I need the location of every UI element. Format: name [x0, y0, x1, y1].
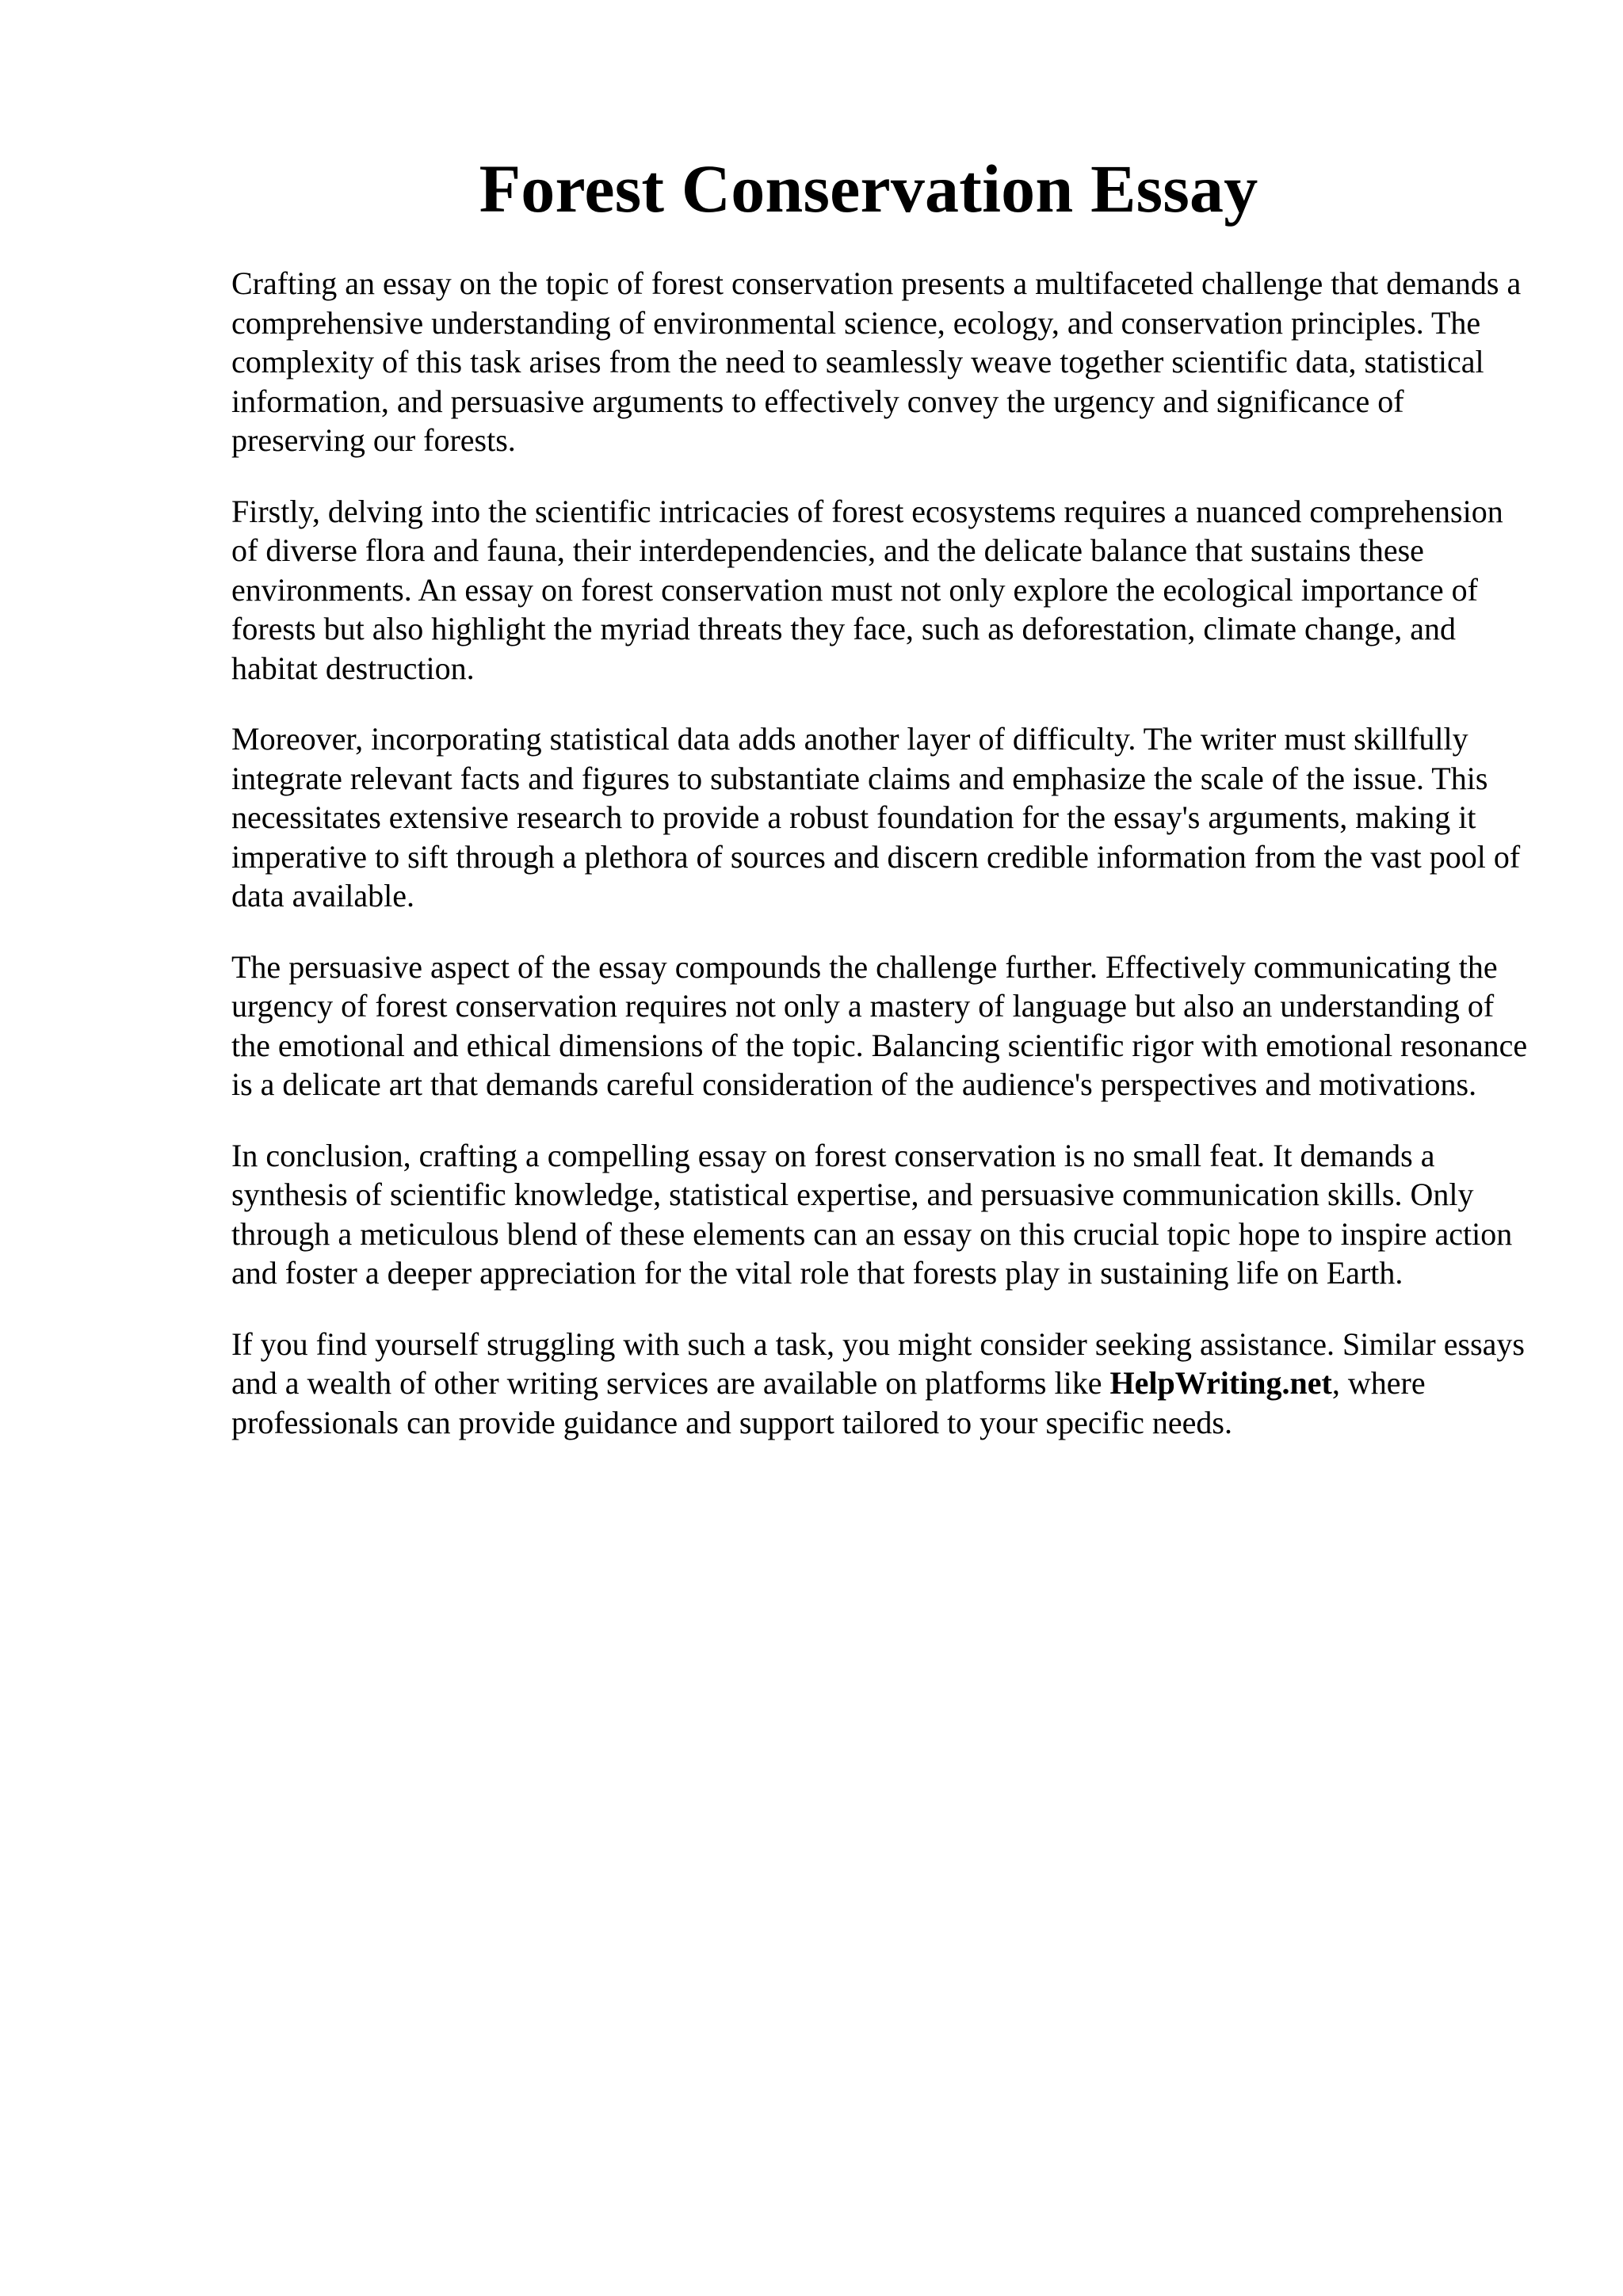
paragraph-statistical: Moreover, incorporating statistical data adds another layer of difficulty. The writer must skillfully integrate relevant facts and figures to substantiate claims and emphasize the scale of the issue. This necessitates extensive research to provide a robust foundation for the essay's arguments, making it imperative to sift through a plethora of sources and discern credible information from the vast pool of data available. — [231, 721, 1521, 913]
document-body — [231, 264, 1531, 1474]
document-title: Forest Conservation Essay — [479, 151, 1258, 227]
assistance-text-before: If you find yourself struggling with such a task, you might consider seeking assistance. Similar essays and a wealth of other writing services are available on platforms like — [231, 1325, 1525, 1401]
paragraph-scientific: Firstly, delving into the scientific intricacies of forest ecosystems requires a nuanced comprehension of diverse flora and fauna, their interdependencies, and the delicate balance that sustains these environments. An essay on forest conservation must not only explore the ecological importance of forests but also highlight the myriad threats they face, such as deforestation, climate change, and habitat destruction. — [231, 493, 1503, 686]
helpwriting-link-text: HelpWriting.net — [1109, 1365, 1332, 1401]
paragraph-conclusion: In conclusion, crafting a compelling essay on forest conservation is no small feat. It demands a synthesis of scientific knowledge, statistical expertise, and persuasive communication skills. Only through a meticulous blend of these elements can an essay on this crucial topic hope to inspire action and foster a deeper appreciation for the vital role that forests play in sustaining life on Earth. — [231, 1137, 1513, 1291]
paragraph-persuasive: The persuasive aspect of the essay compounds the challenge further. Effectively communicating the urgency of forest conservation requires not only a mastery of language but also an understanding of the emotional and ethical dimensions of the topic. Balancing scientific rigor with emotional resonance is a delicate art that demands careful consideration of the audience's perspectives and motivations. — [231, 948, 1528, 1102]
assistance-text-after: , where professionals can provide guidance and support tailored to your specific needs. — [231, 1365, 1426, 1440]
paragraph-intro: Crafting an essay on the topic of forest conservation presents a multifaceted challenge that demands a comprehensive understanding of environmental science, ecology, and conservation principles. The complexity of this task arises from the need to seamlessly weave together scientific data, statistical information, and persuasive arguments to effectively convey the urgency and significance of preserving our forests. — [231, 265, 1522, 458]
paragraph-assistance — [231, 1325, 1531, 1443]
